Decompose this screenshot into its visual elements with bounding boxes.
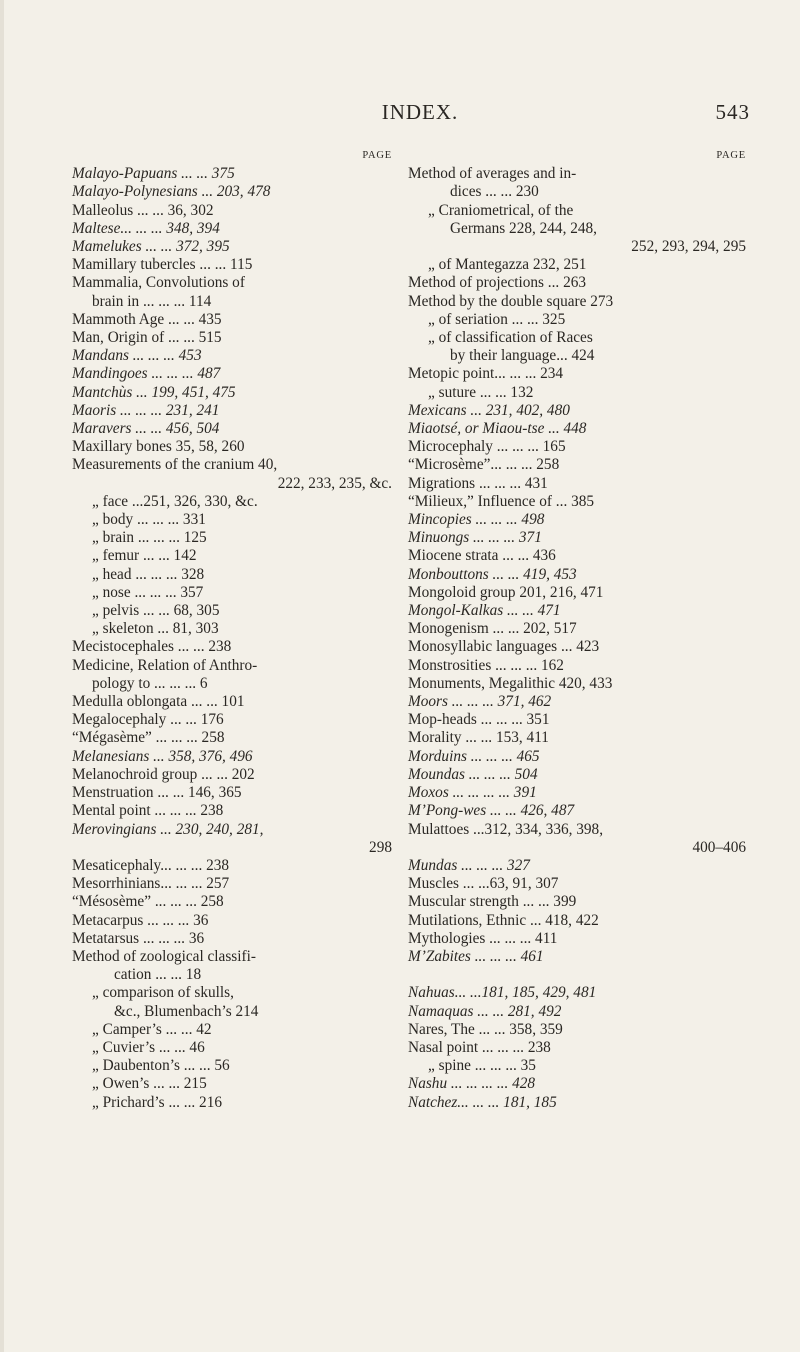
left-column <box>72 147 392 1112</box>
index-entry: Maltese... ... ... 348, 394 <box>72 219 220 237</box>
index-entry: Metopic point... ... ... 234 <box>408 365 564 383</box>
index-entry: „ Camper’s ... ... 42 <box>92 1020 212 1038</box>
index-entry: Metatarsus ... ... ... 36 <box>72 929 205 947</box>
index-entry: Mandans ... ... ... 453 <box>72 347 202 365</box>
index-entry: “Mégasème” ... ... ... 258 <box>72 729 225 747</box>
index-entry: Method by the double square 273 <box>408 292 614 310</box>
page-edge <box>0 0 4 1352</box>
index-entry: „ femur ... ... 142 <box>92 547 197 565</box>
index-entry: Miaotsé, or Miaou-tse ... 448 <box>408 420 587 438</box>
index-entry: by their language... 424 <box>450 347 595 365</box>
index-entry: Morduins ... ... ... 465 <box>408 747 540 765</box>
index-entry: Mongoloid group 201, 216, 471 <box>408 583 604 601</box>
right-page-label: PAGE <box>716 150 746 161</box>
index-entry: 298 <box>369 838 392 856</box>
index-entry: Moxos ... ... ... ... 391 <box>408 784 537 802</box>
index-entry: Microcephaly ... ... ... 165 <box>408 438 566 456</box>
index-entry: „ spine ... ... ... 35 <box>428 1057 536 1075</box>
index-entry: “Microsème”... ... ... 258 <box>408 456 560 474</box>
index-entry: „ of classification of Races <box>428 329 593 347</box>
index-entry: Minuongs ... ... ... 371 <box>408 529 542 547</box>
index-entry: Morality ... ... 153, 411 <box>408 729 549 747</box>
index-entry: „ pelvis ... ... 68, 305 <box>92 602 220 620</box>
index-entry: „ comparison of skulls, <box>92 984 234 1002</box>
index-entry: „ suture ... ... 132 <box>428 383 534 401</box>
page-number: 543 <box>715 100 750 124</box>
index-entry: 400–406 <box>692 838 746 856</box>
index-entry: Namaquas ... ... 281, 492 <box>408 1002 562 1020</box>
index-entry: Maoris ... ... ... 231, 241 <box>72 401 220 419</box>
index-entry: Method of zoological classifi- <box>72 947 256 965</box>
index-entry: Mongol-Kalkas ... ... 471 <box>408 602 561 620</box>
index-entry: Malayo-Papuans ... ... 375 <box>72 165 235 183</box>
index-entry: Mincopies ... ... ... 498 <box>408 511 545 529</box>
index-entry: „ Craniometrical, of the <box>428 201 574 219</box>
index-entry <box>408 966 746 984</box>
index-entry: Monbouttons ... ... 419, 453 <box>408 565 577 583</box>
index-entry: „ of seriation ... ... 325 <box>428 310 566 328</box>
index-entry: Mammoth Age ... ... 435 <box>72 310 222 328</box>
index-entry: Mental point ... ... ... 238 <box>72 802 224 820</box>
index-entry: Nares, The ... ... 358, 359 <box>408 1020 563 1038</box>
index-entry: Muscles ... ...63, 91, 307 <box>408 875 559 893</box>
index-entry: Mutilations, Ethnic ... 418, 422 <box>408 911 599 929</box>
index-entry: Moundas ... ... ... 504 <box>408 765 538 783</box>
index-entry: pology to ... ... ... 6 <box>92 674 208 692</box>
index-entry: Malayo-Polynesians ... 203, 478 <box>72 183 271 201</box>
index-entry: Maravers ... ... 456, 504 <box>72 420 220 438</box>
index-entry: Method of averages and in- <box>408 165 577 183</box>
index-entry: “Milieux,” Influence of ... 385 <box>408 492 595 510</box>
index-entry: Mandingoes ... ... ... 487 <box>72 365 221 383</box>
index-entry: „ body ... ... ... 331 <box>92 511 206 529</box>
index-entry: „ head ... ... ... 328 <box>92 565 205 583</box>
index-entry: “Mésosème” ... ... ... 258 <box>72 893 224 911</box>
index-entry: Mexicans ... 231, 402, 480 <box>408 401 570 419</box>
left-page-label: PAGE <box>362 150 392 161</box>
index-entry: Metacarpus ... ... ... 36 <box>72 911 209 929</box>
index-entry: Mantchùs ... 199, 451, 475 <box>72 383 236 401</box>
index-entry: Mesorrhinians... ... ... 257 <box>72 875 230 893</box>
index-entry: Measurements of the cranium 40, <box>72 456 278 474</box>
index-entry: Nahuas... ...181, 185, 429, 481 <box>408 984 597 1002</box>
index-entry: „ of Mantegazza 232, 251 <box>428 256 587 274</box>
page-header <box>90 100 750 128</box>
left-entries <box>72 165 392 1112</box>
index-entry: „ Daubenton’s ... ... 56 <box>92 1057 230 1075</box>
index-entry: Monstrosities ... ... ... 162 <box>408 656 564 674</box>
index-entry: Mammalia, Convolutions of <box>72 274 245 292</box>
index-entry: Mulattoes ...312, 334, 336, 398, <box>408 820 604 838</box>
index-entry: Melanesians ... 358, 376, 496 <box>72 747 253 765</box>
index-entry: Method of projections ... 263 <box>408 274 587 292</box>
index-entry: Nasal point ... ... ... 238 <box>408 1038 551 1056</box>
index-entry: 252, 293, 294, 295 <box>631 238 746 255</box>
index-entry: Man, Origin of ... ... 515 <box>72 329 222 347</box>
index-entry: &c., Blumenbach’s 214 <box>114 1002 259 1020</box>
index-entry: Mamelukes ... ... 372, 395 <box>72 238 230 255</box>
index-entry: „ Prichard’s ... ... 216 <box>92 1093 223 1111</box>
index-entry: Mesaticephaly... ... ... 238 <box>72 856 230 874</box>
index-entry: Mundas ... ... ... 327 <box>408 856 530 874</box>
index-entry: Moors ... ... ... 371, 462 <box>408 693 552 711</box>
index-entry: „ Owen’s ... ... 215 <box>92 1075 207 1093</box>
index-entry: Medicine, Relation of Anthro- <box>72 656 258 674</box>
index-entry: „ brain ... ... ... 125 <box>92 529 207 547</box>
index-entry: „ Cuvier’s ... ... 46 <box>92 1038 205 1056</box>
index-entry: Monuments, Megalithic 420, 433 <box>408 674 613 692</box>
index-entry: Nashu ... ... ... ... 428 <box>408 1075 536 1093</box>
running-title: INDEX. <box>381 100 459 124</box>
index-entry: Germans 228, 244, 248, <box>450 219 598 237</box>
index-entry: Migrations ... ... ... 431 <box>408 474 548 492</box>
index-entry: Monosyllabic languages ... 423 <box>408 638 600 656</box>
index-entry: Mop-heads ... ... ... 351 <box>408 711 550 729</box>
index-entry: „ skeleton ... 81, 303 <box>92 620 219 638</box>
index-entry: Megalocephaly ... ... 176 <box>72 711 224 729</box>
index-entry: Mamillary tubercles ... ... 115 <box>72 256 253 274</box>
index-entry: cation ... ... 18 <box>114 966 202 984</box>
index-entry: Mecistocephales ... ... 238 <box>72 638 232 656</box>
index-entry: Menstruation ... ... 146, 365 <box>72 784 242 802</box>
right-entries <box>408 165 746 1112</box>
index-entry: Maxillary bones 35, 58, 260 <box>72 438 245 456</box>
index-entry: M’Zabites ... ... ... 461 <box>408 947 544 965</box>
index-entry: Medulla oblongata ... ... 101 <box>72 693 245 711</box>
right-column <box>408 147 746 1112</box>
index-entry: Mythologies ... ... ... 411 <box>408 929 558 947</box>
index-entry: brain in ... ... ... 114 <box>92 292 212 310</box>
index-entry: Merovingians ... 230, 240, 281, <box>72 820 264 838</box>
index-entry: 222, 233, 235, &c. <box>277 474 392 492</box>
index-entry: Melanochroid group ... ... 202 <box>72 765 255 783</box>
index-entry: Malleolus ... ... 36, 302 <box>72 201 214 219</box>
index-entry: Natchez... ... ... 181, 185 <box>408 1093 557 1111</box>
index-entry: dices ... ... 230 <box>450 183 539 201</box>
index-entry: „ face ...251, 326, 330, &c. <box>92 492 258 510</box>
index-entry: Monogenism ... ... 202, 517 <box>408 620 577 638</box>
index-entry: „ nose ... ... ... 357 <box>92 583 204 601</box>
index-entry: M’Pong-wes ... ... 426, 487 <box>408 802 575 820</box>
index-entry: Muscular strength ... ... 399 <box>408 893 577 911</box>
index-entry: Miocene strata ... ... 436 <box>408 547 556 565</box>
